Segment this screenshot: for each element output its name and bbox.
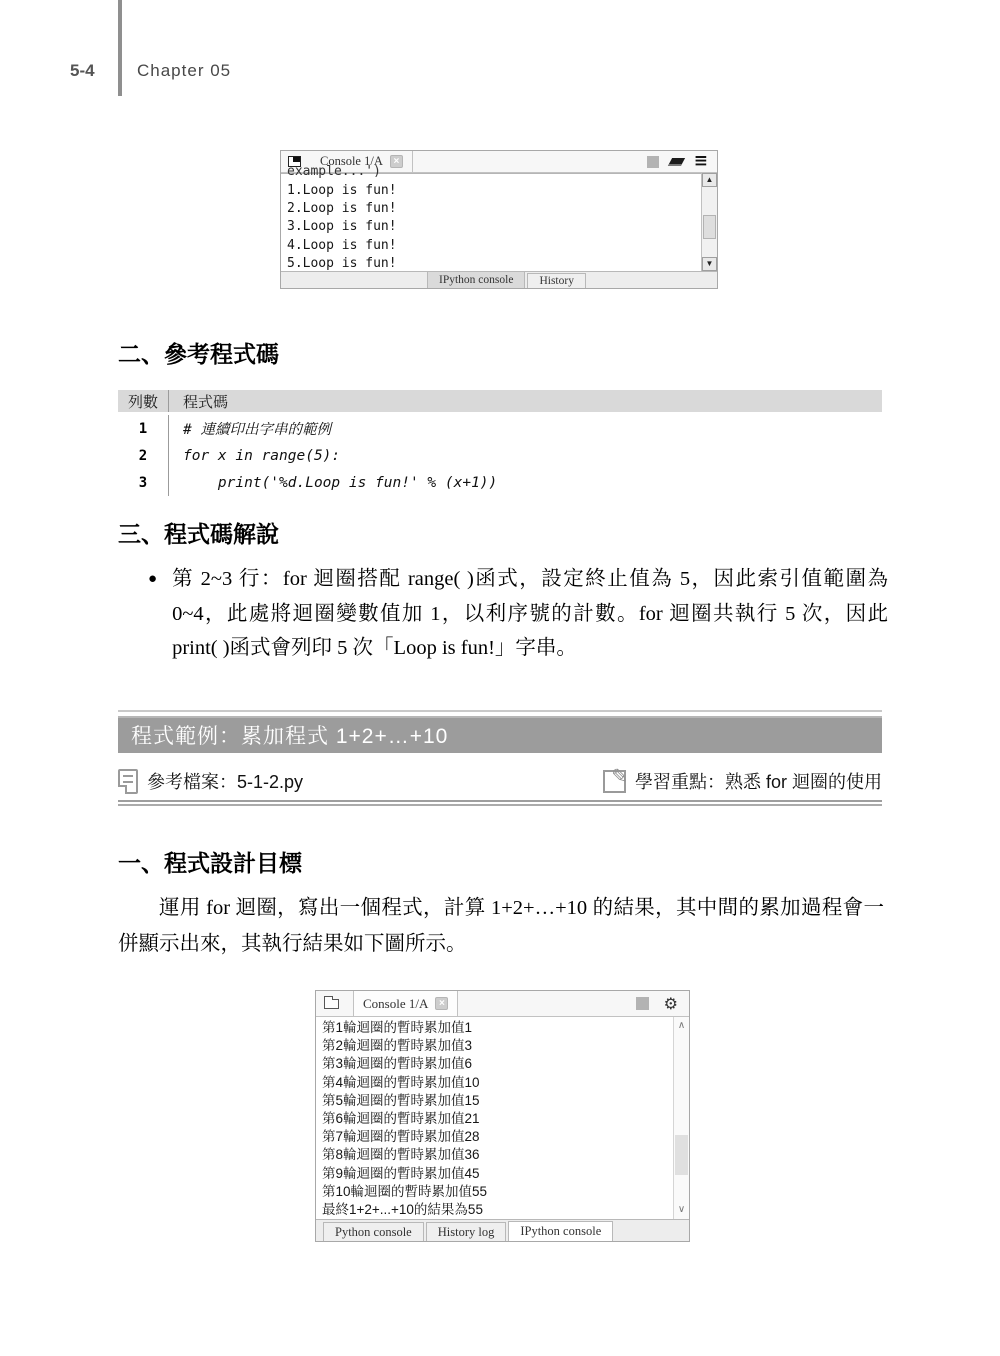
scroll-down-icon[interactable]: ▼ — [702, 257, 717, 271]
console2-bottom-tabbar — [316, 1219, 689, 1241]
code-table — [118, 390, 882, 496]
console-bottom-tab[interactable]: Python console — [323, 1222, 424, 1241]
page-number: 5-4 — [70, 61, 95, 80]
console-output-line: 5.Loop is fun! — [287, 255, 397, 271]
code-table-row — [118, 469, 882, 496]
clipped-output-line: example...') — [287, 164, 381, 179]
code-line-number: 3 — [138, 474, 148, 491]
document-icon — [118, 769, 138, 794]
console-output-line: 1.Loop is fun! — [287, 183, 397, 198]
edit-icon: ✎ — [603, 770, 626, 793]
example-banner-title: 程式範例：累加程式 1+2+…+10 — [131, 724, 449, 748]
console-bottom-tab[interactable]: IPython console — [508, 1221, 613, 1241]
gear-icon[interactable]: ⚙ — [663, 993, 678, 1013]
chevron-up-icon[interactable]: ∧ — [677, 1020, 686, 1031]
console-output-line: 第9輪迴圈的暫時累加值45 — [322, 1165, 480, 1181]
section-bottom-rule — [118, 800, 882, 806]
console-output-line: 最終1+2+...+10的結果為55 — [322, 1202, 483, 1218]
bullet-icon: ● — [148, 571, 158, 587]
section-title-reference-code: 二、參考程式碼 — [118, 341, 279, 367]
console2-tabbar — [316, 991, 689, 1017]
code-text: # 連續印出字串的範例 — [168, 415, 882, 442]
close-icon[interactable]: × — [390, 155, 403, 168]
code-line-number: 1 — [138, 420, 148, 437]
col-header-line-number: 列數 — [127, 393, 158, 411]
code-line-number: 2 — [138, 447, 148, 464]
console-output-line: 第7輪迴圈的暫時累加值28 — [322, 1129, 480, 1145]
menu-icon[interactable]: ≡ — [693, 151, 708, 171]
console-output-line: 4.Loop is fun! — [287, 237, 397, 253]
console-tab[interactable] — [353, 991, 458, 1016]
console-output-line: 第6輪迴圈的暫時累加值21 — [322, 1111, 480, 1127]
console-bottom-tab[interactable]: IPython console — [427, 272, 525, 288]
section-title-code-explanation: 三、程式碼解說 — [118, 521, 279, 547]
console-bottom-tab[interactable]: History — [527, 273, 586, 288]
console-output-line: 2.Loop is fun! — [287, 201, 397, 217]
console-output-line: 第1輪迴圈的暫時累加值1 — [322, 1020, 473, 1035]
col-header-code: 程式碼 — [168, 390, 882, 412]
console-output-line: 第2輪迴圈的暫時累加值3 — [322, 1038, 473, 1054]
console-screenshot-1 — [280, 150, 718, 289]
console-tab-label: Console 1/A — [320, 154, 383, 168]
learning-point-label: 學習重點：熟悉 for 迴圈的使用 — [634, 772, 882, 792]
reference-file-label: 參考檔案：5-1-2.py — [147, 772, 304, 792]
scrollbar-thumb[interactable] — [675, 1135, 688, 1175]
console-output-line: 第8輪迴圈的暫時累加值36 — [322, 1147, 480, 1163]
code-table-header — [118, 390, 882, 412]
example-banner — [118, 716, 882, 753]
console-screenshot-2 — [315, 990, 690, 1242]
console1-bottom-tabbar — [281, 271, 717, 288]
console-tab-label: Console 1/A — [363, 995, 429, 1011]
code-table-row — [118, 442, 882, 469]
console-output-line: 第4輪迴圈的暫時累加值10 — [322, 1074, 480, 1090]
console1-scrollbar[interactable] — [701, 173, 717, 271]
section-title-program-goal: 一、程式設計目標 — [118, 850, 302, 876]
explanation-text: 第 2~3 行：for 迴圈搭配 range( )函式，設定終止值為 5，因此索引值範圍為 0~4，此處將迴圈變數值加 1，以利序號的計數。for 迴圈共執行 5 次，因此 print( )函式會列印 5 次「Loop is fun!」字串。 — [172, 568, 888, 659]
example-meta-row — [118, 760, 882, 802]
scrollbar-thumb[interactable] — [703, 215, 716, 239]
stop-icon[interactable] — [636, 997, 649, 1010]
console-bottom-tab[interactable]: History log — [426, 1222, 507, 1241]
chevron-down-icon[interactable]: ∨ — [677, 1204, 686, 1215]
console-output-line: 3.Loop is fun! — [287, 219, 397, 235]
chapter-label: Chapter 05 — [137, 61, 232, 80]
goal-paragraph: 運用 for 迴圈，寫出一個程式，計算 1+2+…+10 的結果，其中間的累加過程會一併顯示出來，其執行結果如下圖所示。 — [118, 897, 884, 955]
explanation-bullet — [148, 562, 888, 666]
console2-scrollbar[interactable] — [673, 1017, 689, 1219]
folder-icon[interactable] — [324, 999, 339, 1009]
code-table-row — [118, 415, 882, 442]
console-output-line: 第3輪迴圈的暫時累加值6 — [322, 1056, 473, 1072]
banner-top-rule — [118, 710, 882, 712]
header-divider — [118, 0, 122, 96]
close-icon[interactable]: × — [435, 997, 448, 1010]
console1-output — [281, 164, 701, 271]
console-output-line: 第5輪迴圈的暫時累加值15 — [322, 1092, 480, 1108]
stop-icon[interactable] — [647, 156, 659, 168]
code-text: for x in range(5): — [168, 442, 882, 469]
scroll-up-icon[interactable]: ▲ — [702, 173, 717, 187]
code-text: print('%d.Loop is fun!' % (x+1)) — [168, 469, 882, 496]
console-output-line: 第10輪迴圈的暫時累加值55 — [322, 1183, 488, 1199]
console2-output — [316, 1017, 673, 1219]
eraser-icon[interactable] — [668, 158, 685, 166]
